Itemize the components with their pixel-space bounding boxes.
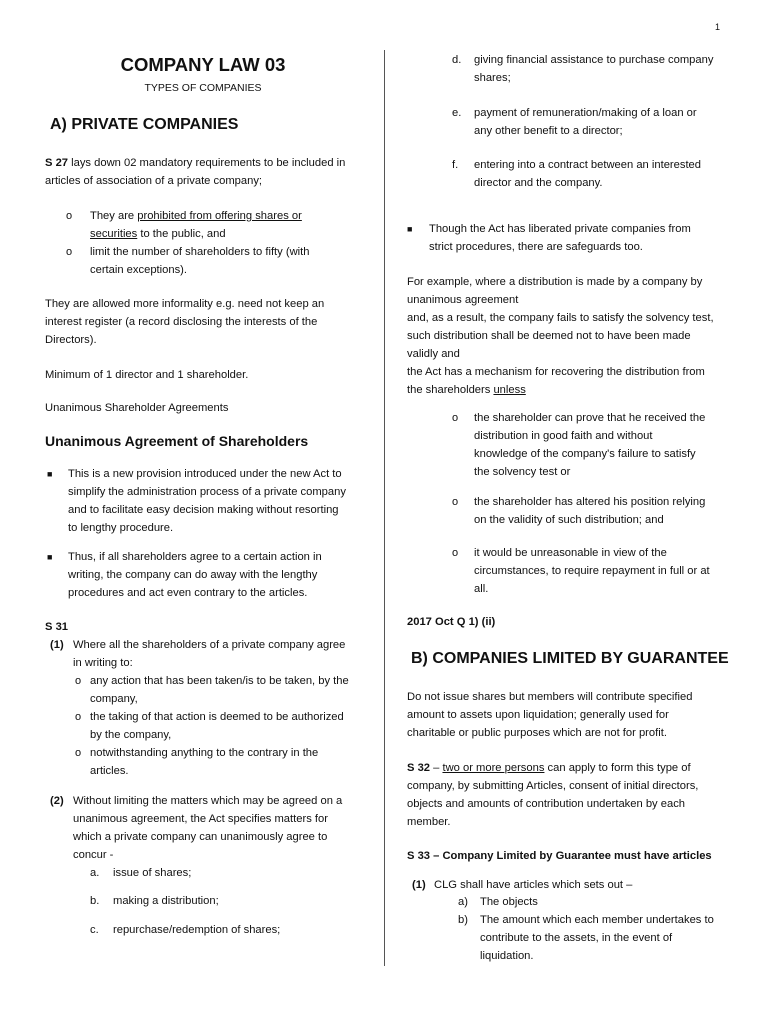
- bullet-1-line-4: to lengthy procedure.: [68, 522, 174, 534]
- s31-item-2-line-2: by the company,: [90, 729, 172, 741]
- s33-item-b-line-3: liquidation.: [480, 950, 534, 962]
- letter-a: a.: [90, 867, 100, 879]
- s31-2-line-2: unanimous agreement, the Act specifies matters for: [73, 813, 328, 825]
- req1-underline-2: securities: [90, 228, 138, 240]
- s31-1-number: (1): [50, 639, 64, 651]
- s31-2-line-4: concur -: [73, 849, 114, 861]
- unless-3-line-1: it would be unreasonable in view of the: [474, 547, 667, 559]
- s32-line-4: member.: [407, 816, 451, 828]
- circle-bullet-icon: o: [452, 496, 459, 508]
- s27-text: lays down 02 mandatory requirements to be included in: [68, 157, 346, 169]
- circle-bullet-icon: o: [452, 412, 459, 424]
- safeguard-line-1: Though the Act has liberated private companies from: [429, 223, 691, 235]
- circle-bullet-icon: o: [75, 675, 82, 687]
- s32-ref: S 32: [407, 762, 431, 774]
- letter-f: f.: [452, 159, 459, 171]
- circle-bullet-icon: o: [66, 246, 73, 258]
- square-bullet-icon: ■: [47, 469, 53, 479]
- letter-e-line-1: payment of remuneration/making of a loan or: [474, 107, 697, 119]
- section-a-heading: A) PRIVATE COMPANIES: [50, 116, 239, 133]
- unless-3-line-3: all.: [474, 583, 489, 595]
- example-line-6: the Act has a mechanism for recovering the distribution from: [407, 366, 705, 378]
- req1-pre: They are: [90, 210, 138, 222]
- unless-3-line-2: circumstances, to require repayment in full or at: [474, 565, 710, 577]
- example-line-2: unanimous agreement: [407, 294, 519, 306]
- req1-underline: prohibited from offering shares or: [137, 210, 302, 222]
- letter-e-line-2: any other benefit to a director;: [474, 125, 623, 137]
- s27-ref: S 27: [45, 157, 69, 169]
- requirement-1-line-2: [90, 225, 226, 243]
- s33-letter-a: a): [458, 896, 468, 908]
- s33-item-b-line-2: contribute to the assets, in the event of: [480, 932, 673, 944]
- page-title: COMPANY LAW 03: [120, 54, 286, 75]
- letter-c: c.: [90, 924, 99, 936]
- s31-item-3-line-1: notwithstanding anything to the contrary in the: [90, 747, 319, 759]
- letter-f-line-2: director and the company.: [474, 177, 603, 189]
- s33-1-text: CLG shall have articles which sets out –: [434, 879, 633, 891]
- clg-intro-line-2: amount to assets upon liquidation; generally used for: [407, 709, 669, 721]
- unless-1-line-3: knowledge of the company's failure to satisfy: [474, 448, 696, 460]
- exam-reference: 2017 Oct Q 1) (ii): [407, 616, 496, 628]
- example-line-3: and, as a result, the company fails to satisfy the solvency test,: [407, 312, 714, 324]
- s31-heading: S 31: [45, 621, 69, 633]
- s31-2-line-3: which a private company can unanimously agree to: [73, 831, 328, 843]
- s32-dash: –: [430, 762, 443, 774]
- s31-item-1-line-2: company,: [90, 693, 138, 705]
- s31-1-line-1: Where all the shareholders of a private company agree: [73, 639, 346, 651]
- s31-2-line-1: Without limiting the matters which may be agreed on a: [73, 795, 343, 807]
- s31-item-2-line-1: the taking of that action is deemed to be authorized: [90, 711, 344, 723]
- section-b-heading: B) COMPANIES LIMITED BY GUARANTEE: [411, 650, 729, 667]
- s32-line-1: [407, 759, 691, 777]
- informality-line-2: interest register (a record disclosing the interests of the: [45, 316, 318, 328]
- letter-d: d.: [452, 54, 462, 66]
- example-line-4: such distribution shall be deemed not to have been made: [407, 330, 691, 342]
- unless-text: unless: [493, 384, 526, 396]
- informality-line-3: Directors).: [45, 334, 97, 346]
- s32-line-3: objects and amounts of contribution undertaken by each: [407, 798, 686, 810]
- unless-1-line-1: the shareholder can prove that he received the: [474, 412, 706, 424]
- page-number: 1: [714, 22, 720, 32]
- bullet-2-line-2: writing, the company can do away with the lengthy: [68, 569, 318, 581]
- unless-1-line-2: distribution in good faith and without: [474, 430, 653, 442]
- requirement-2-line-1: limit the number of shareholders to fifty (with: [90, 246, 310, 258]
- requirement-2-line-2: certain exceptions).: [90, 264, 188, 276]
- usa-text: Unanimous Shareholder Agreements: [45, 402, 229, 414]
- letter-f-line-1: entering into a contract between an interested: [474, 159, 702, 171]
- letter-d-line-1: giving financial assistance to purchase company: [474, 54, 714, 66]
- unless-2-line-2: on the validity of such distribution; and: [474, 514, 664, 526]
- page-subtitle: TYPES OF COMPANIES: [144, 82, 262, 94]
- bullet-1-line-2: simplify the administration process of a private company: [68, 486, 346, 498]
- bullet-2-line-3: procedures and act even contrary to the articles.: [68, 587, 308, 599]
- s32-post: can apply to form this type of: [544, 762, 691, 774]
- informality-line-1: They are allowed more informality e.g. need not keep an: [45, 298, 325, 310]
- circle-bullet-icon: o: [75, 711, 82, 723]
- circle-bullet-icon: o: [66, 210, 73, 222]
- s33-item-b-line-1: The amount which each member undertakes to: [480, 914, 714, 926]
- square-bullet-icon: ■: [47, 552, 53, 562]
- square-bullet-icon: ■: [407, 224, 413, 234]
- s31-item-1-line-1: any action that has been taken/is to be taken, by the: [90, 675, 349, 687]
- s33-1-number: (1): [412, 879, 426, 891]
- s31-2-number: (2): [50, 795, 64, 807]
- letter-d-line-2: shares;: [474, 72, 511, 84]
- s27-line-1: [45, 154, 345, 172]
- letter-a-text: issue of shares;: [113, 867, 192, 879]
- s32-line-2: company, by submitting Articles, consent of initial directors,: [407, 780, 699, 792]
- bullet-2-line-1: Thus, if all shareholders agree to a certain action in: [68, 551, 322, 563]
- column-divider: [384, 50, 385, 966]
- clg-intro-line-3: charitable or public purposes which are not for profit.: [407, 727, 667, 739]
- s31-1-line-2: in writing to:: [73, 657, 133, 669]
- requirement-1-line-1: [90, 207, 302, 225]
- s32-underline: two or more persons: [442, 762, 545, 774]
- req1-post: to the public, and: [137, 228, 226, 240]
- minimum-text: Minimum of 1 director and 1 shareholder.: [45, 369, 249, 381]
- bullet-1-line-3: and to facilitate easy decision making without resorting: [68, 504, 339, 516]
- s33-letter-b: b): [458, 914, 468, 926]
- example-line-7: [407, 381, 526, 399]
- bullet-1-line-1: This is a new provision introduced under the new Act to: [68, 468, 342, 480]
- unanimous-agreement-heading: Unanimous Agreement of Shareholders: [45, 433, 309, 449]
- letter-b: b.: [90, 895, 100, 907]
- clg-intro-line-1: Do not issue shares but members will contribute specified: [407, 691, 693, 703]
- example-line-5: validly and: [407, 348, 460, 360]
- letter-c-text: repurchase/redemption of shares;: [113, 924, 281, 936]
- s33-heading: S 33 – Company Limited by Guarantee must have articles: [407, 850, 712, 862]
- example-last-pre: the shareholders: [407, 384, 494, 396]
- safeguard-line-2: strict procedures, there are safeguards too.: [429, 241, 643, 253]
- circle-bullet-icon: o: [75, 747, 82, 759]
- s27-line-2: articles of association of a private company;: [45, 175, 263, 187]
- unless-1-line-4: the solvency test or: [474, 466, 571, 478]
- unless-2-line-1: the shareholder has altered his position relying: [474, 496, 706, 508]
- letter-e: e.: [452, 107, 462, 119]
- example-line-1: For example, where a distribution is made by a company by: [407, 276, 703, 288]
- letter-b-text: making a distribution;: [113, 895, 219, 907]
- s33-item-a-text: The objects: [480, 896, 538, 908]
- s31-item-3-line-2: articles.: [90, 765, 129, 777]
- circle-bullet-icon: o: [452, 547, 459, 559]
